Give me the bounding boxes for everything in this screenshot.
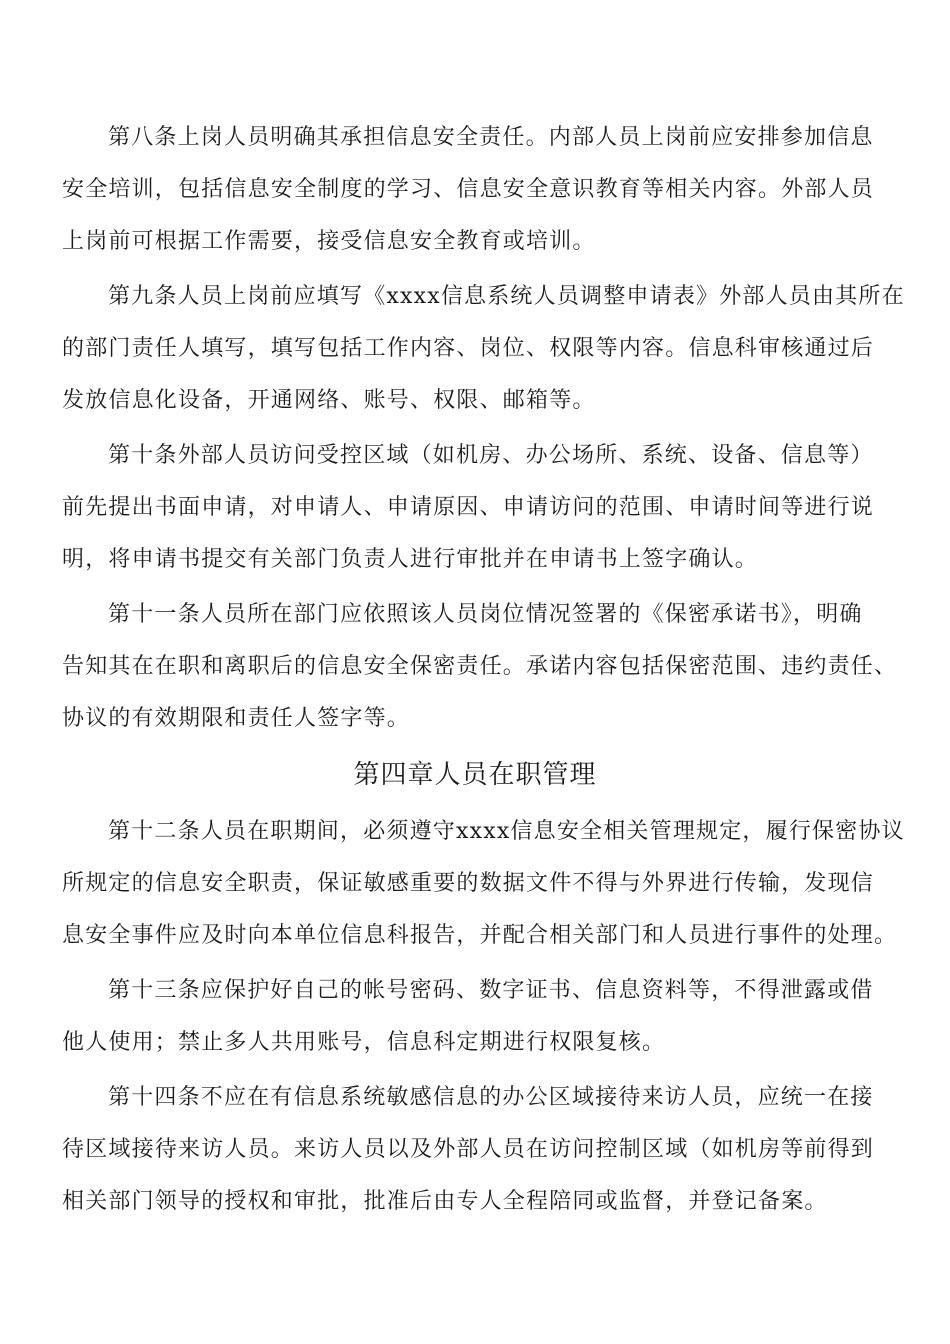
text-line: 协议的有效期限和责任人签字等。 xyxy=(62,706,411,731)
text-line: 前先提出书面申请，对申请人、申请原因、申请访问的范围、申请时间等进行说 xyxy=(62,495,875,520)
article-14-paragraph xyxy=(62,1072,912,1228)
article-9-paragraph xyxy=(62,271,912,427)
text-line: 第八条上岗人员明确其承担信息安全责任。内部人员上岗前应安排参加信息 xyxy=(108,125,874,150)
text-line: 上岗前可根据工作需要，接受信息安全教育或培训。 xyxy=(62,229,596,254)
text-line: 第十三条应保护好自己的帐号密码、数字证书、信息资料等，不得泄露或借 xyxy=(108,978,874,1003)
text-line: 的部门责任人填写，填写包括工作内容、岗位、权限等内容。信息科审核通过后 xyxy=(62,336,875,361)
text-line: 发放信息化设备，开通网络、账号、权限、邮箱等。 xyxy=(62,388,596,413)
chapter-heading: 第四章人员在职管理 xyxy=(353,760,597,790)
text-line: 告知其在在职和离职后的信息安全保密责任。承诺内容包括保密范围、违约责任、 xyxy=(62,654,898,679)
article-12-paragraph xyxy=(62,806,912,962)
text-line: 第十条外部人员访问受控区域（如机房、办公场所、系统、设备、信息等） xyxy=(108,443,874,468)
article-11-paragraph xyxy=(62,589,912,745)
text-line: 安全培训，包括信息安全制度的学习、信息安全意识教育等相关内容。外部人员 xyxy=(62,177,875,202)
article-13-paragraph xyxy=(62,965,912,1069)
text-line: 第十一条人员所在部门应依照该人员岗位情况签署的《保密承诺书》，明确 xyxy=(108,602,863,627)
article-8-paragraph xyxy=(62,112,912,268)
text-line: 息安全事件应及时向本单位信息科报告，并配合相关部门和人员进行事件的处理。 xyxy=(62,923,898,948)
text-line: 第十四条不应在有信息系统敏感信息的办公区域接待来访人员，应统一在接 xyxy=(108,1085,874,1110)
text-line: 第九条人员上岗前应填写《xxxx信息系统人员调整申请表》外部人员由其所在 xyxy=(108,284,905,309)
text-line: 相关部门领导的授权和审批，批准后由专人全程陪同或监督，并登记备案。 xyxy=(62,1189,828,1214)
text-line: 第十二条人员在职期间，必须遵守xxxx信息安全相关管理规定，履行保密协议 xyxy=(108,819,905,844)
text-line: 明，将申请书提交有关部门负责人进行审批并在申请书上签字确认。 xyxy=(62,547,759,572)
text-line: 待区域接待来访人员。来访人员以及外部人员在访问控制区域（如机房等前得到 xyxy=(62,1137,875,1162)
text-line: 他人使用；禁止多人共用账号，信息科定期进行权限复核。 xyxy=(62,1030,666,1055)
article-10-paragraph xyxy=(62,430,912,586)
text-line: 所规定的信息安全职责，保证敏感重要的数据文件不得与外界进行传输，发现信 xyxy=(62,871,875,896)
